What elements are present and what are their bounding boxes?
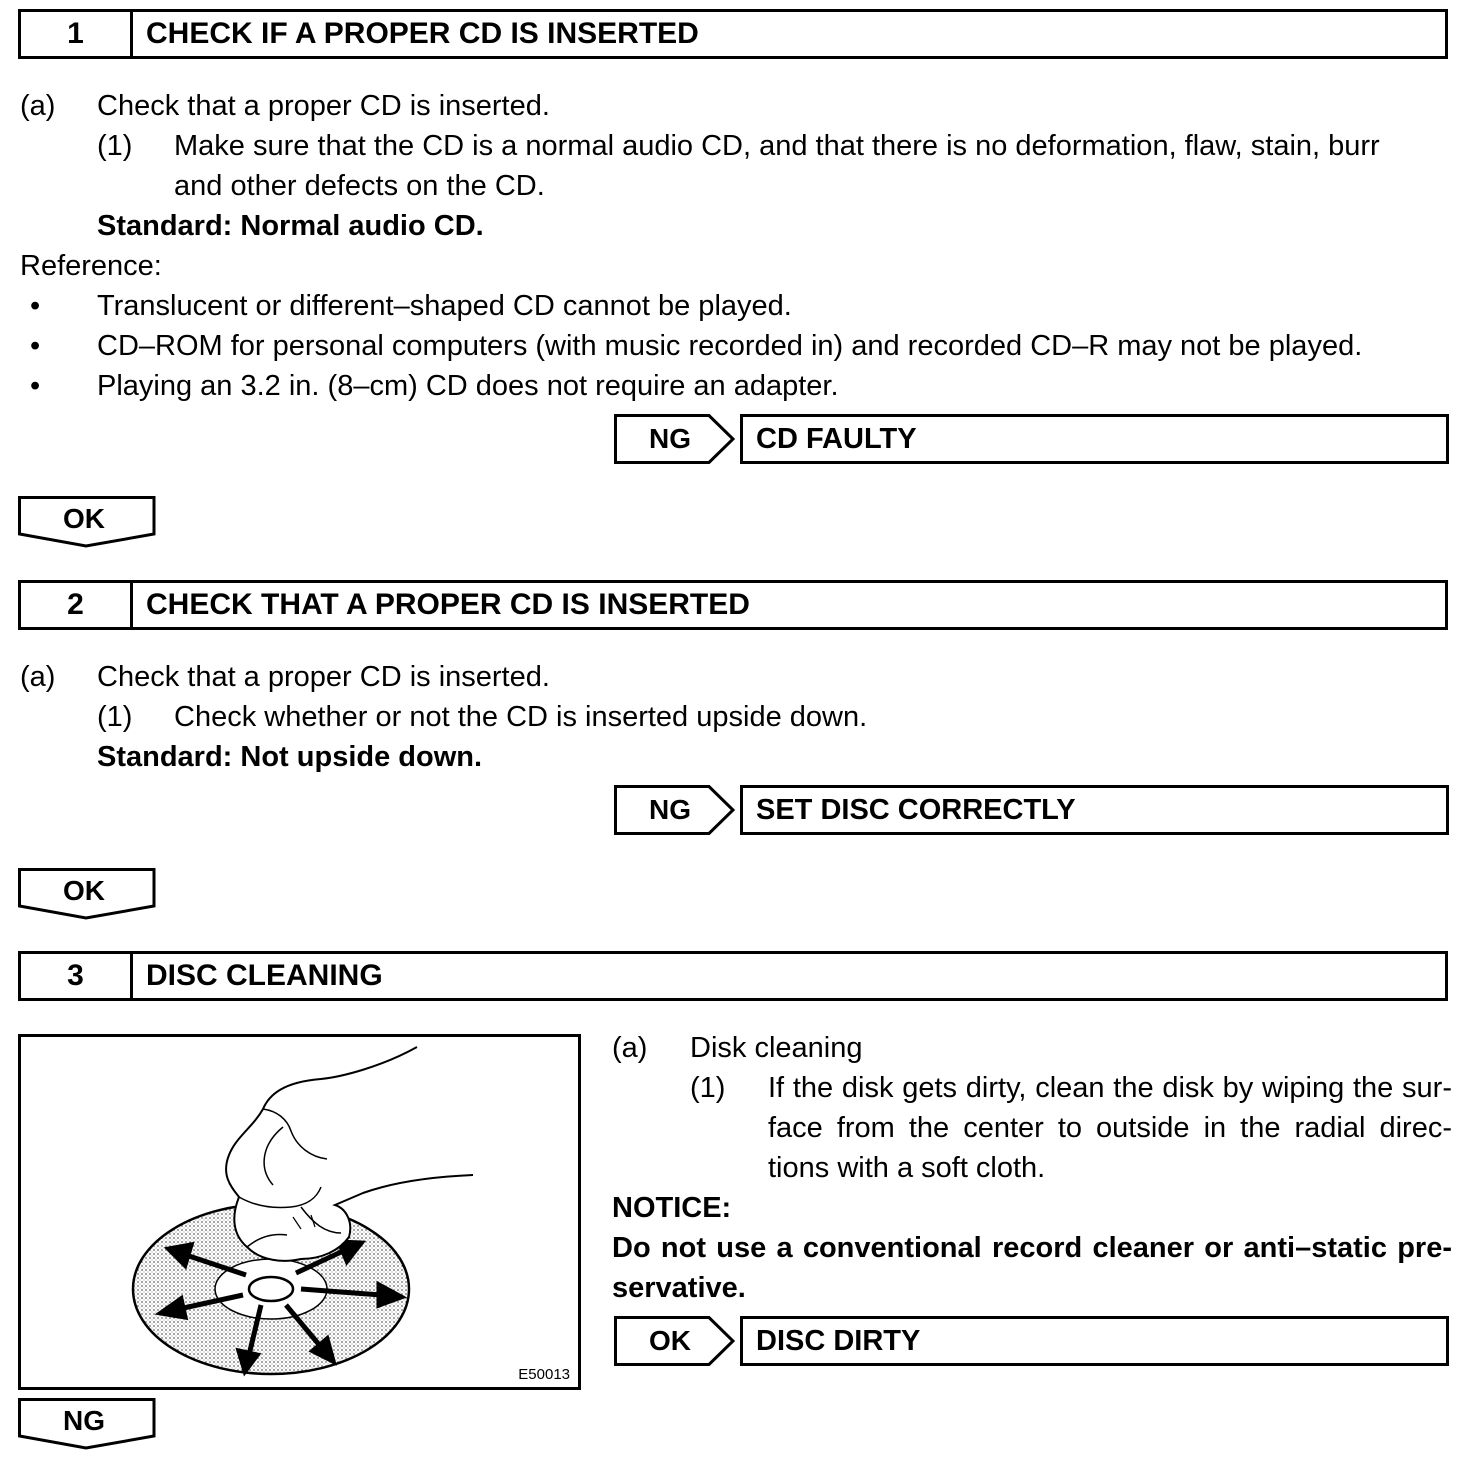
item-a-label: (a) [20,90,56,122]
bullet-icon: • [30,330,41,362]
sub-1-label: (1) [97,130,133,162]
step-title: DISC CLEANING [146,959,383,992]
sub-1-text: If the disk gets dirty, clean the disk by wiping the sur- [768,1072,1452,1104]
figure-code: E50013 [518,1366,570,1383]
next-tag-label: OK [63,503,105,534]
standard-text: Standard: Not upside down. [97,741,483,773]
notice-text: Do not use a conventional record cleaner or anti–static pre- [612,1232,1452,1264]
result-ng-set-disc [614,785,1454,835]
next-ng-tag [18,1398,156,1450]
sub-1-label: (1) [690,1072,726,1104]
result-text: SET DISC CORRECTLY [740,785,1449,835]
sub-1-text-cont: tions with a soft cloth. [768,1152,1046,1184]
next-tag-label: NG [63,1405,105,1436]
result-text: CD FAULTY [740,414,1449,464]
step-title: CHECK THAT A PROPER CD IS INSERTED [146,588,750,621]
sub-1-text: Make sure that the CD is a normal audio CD, and that there is no deformation, flaw, stain, burr [174,130,1380,162]
bullet-icon: • [30,370,41,402]
disc-cleaning-illustration [21,1037,578,1387]
reference-label: Reference: [20,250,162,282]
item-a-text: Check that a proper CD is inserted. [97,661,550,693]
result-text: DISC DIRTY [740,1316,1449,1366]
sub-1-text-cont: face from the center to outside in the radial direc- [768,1112,1452,1144]
sub-1-text: Check whether or not the CD is inserted upside down. [174,701,868,733]
bullet-icon: • [30,290,41,322]
next-ok-tag [18,868,156,920]
reference-bullet: CD–ROM for personal computers (with music recorded in) and recorded CD–R may not be played. [97,330,1363,362]
step-number: 2 [21,583,133,627]
disc-cleaning-figure [18,1034,581,1390]
step-3-header [18,951,1448,1001]
next-tag-label: OK [63,875,105,906]
item-a-label: (a) [20,661,56,693]
step-title: CHECK IF A PROPER CD IS INSERTED [146,17,699,50]
next-ok-tag [18,496,156,548]
result-ng-cd-faulty [614,414,1454,464]
step-1-header [18,9,1448,59]
notice-text-cont: servative. [612,1272,746,1304]
item-a-text: Disk cleaning [690,1032,863,1064]
step-2-header [18,580,1448,630]
reference-bullet: Translucent or different–shaped CD cannot be played. [97,290,792,322]
result-tag: OK [649,1325,691,1356]
step-number: 1 [21,12,133,56]
step-number: 3 [21,954,133,998]
sub-1-label: (1) [97,701,133,733]
item-a-label: (a) [612,1032,648,1064]
result-tag: NG [649,794,691,825]
reference-bullet: Playing an 3.2 in. (8–cm) CD does not require an adapter. [97,370,839,402]
result-tag: NG [649,423,691,454]
result-ok-disc-dirty [614,1316,1454,1366]
sub-1-text-cont: and other defects on the CD. [174,170,545,202]
item-a-text: Check that a proper CD is inserted. [97,90,550,122]
notice-label: NOTICE: [612,1192,732,1224]
standard-text: Standard: Normal audio CD. [97,210,484,242]
